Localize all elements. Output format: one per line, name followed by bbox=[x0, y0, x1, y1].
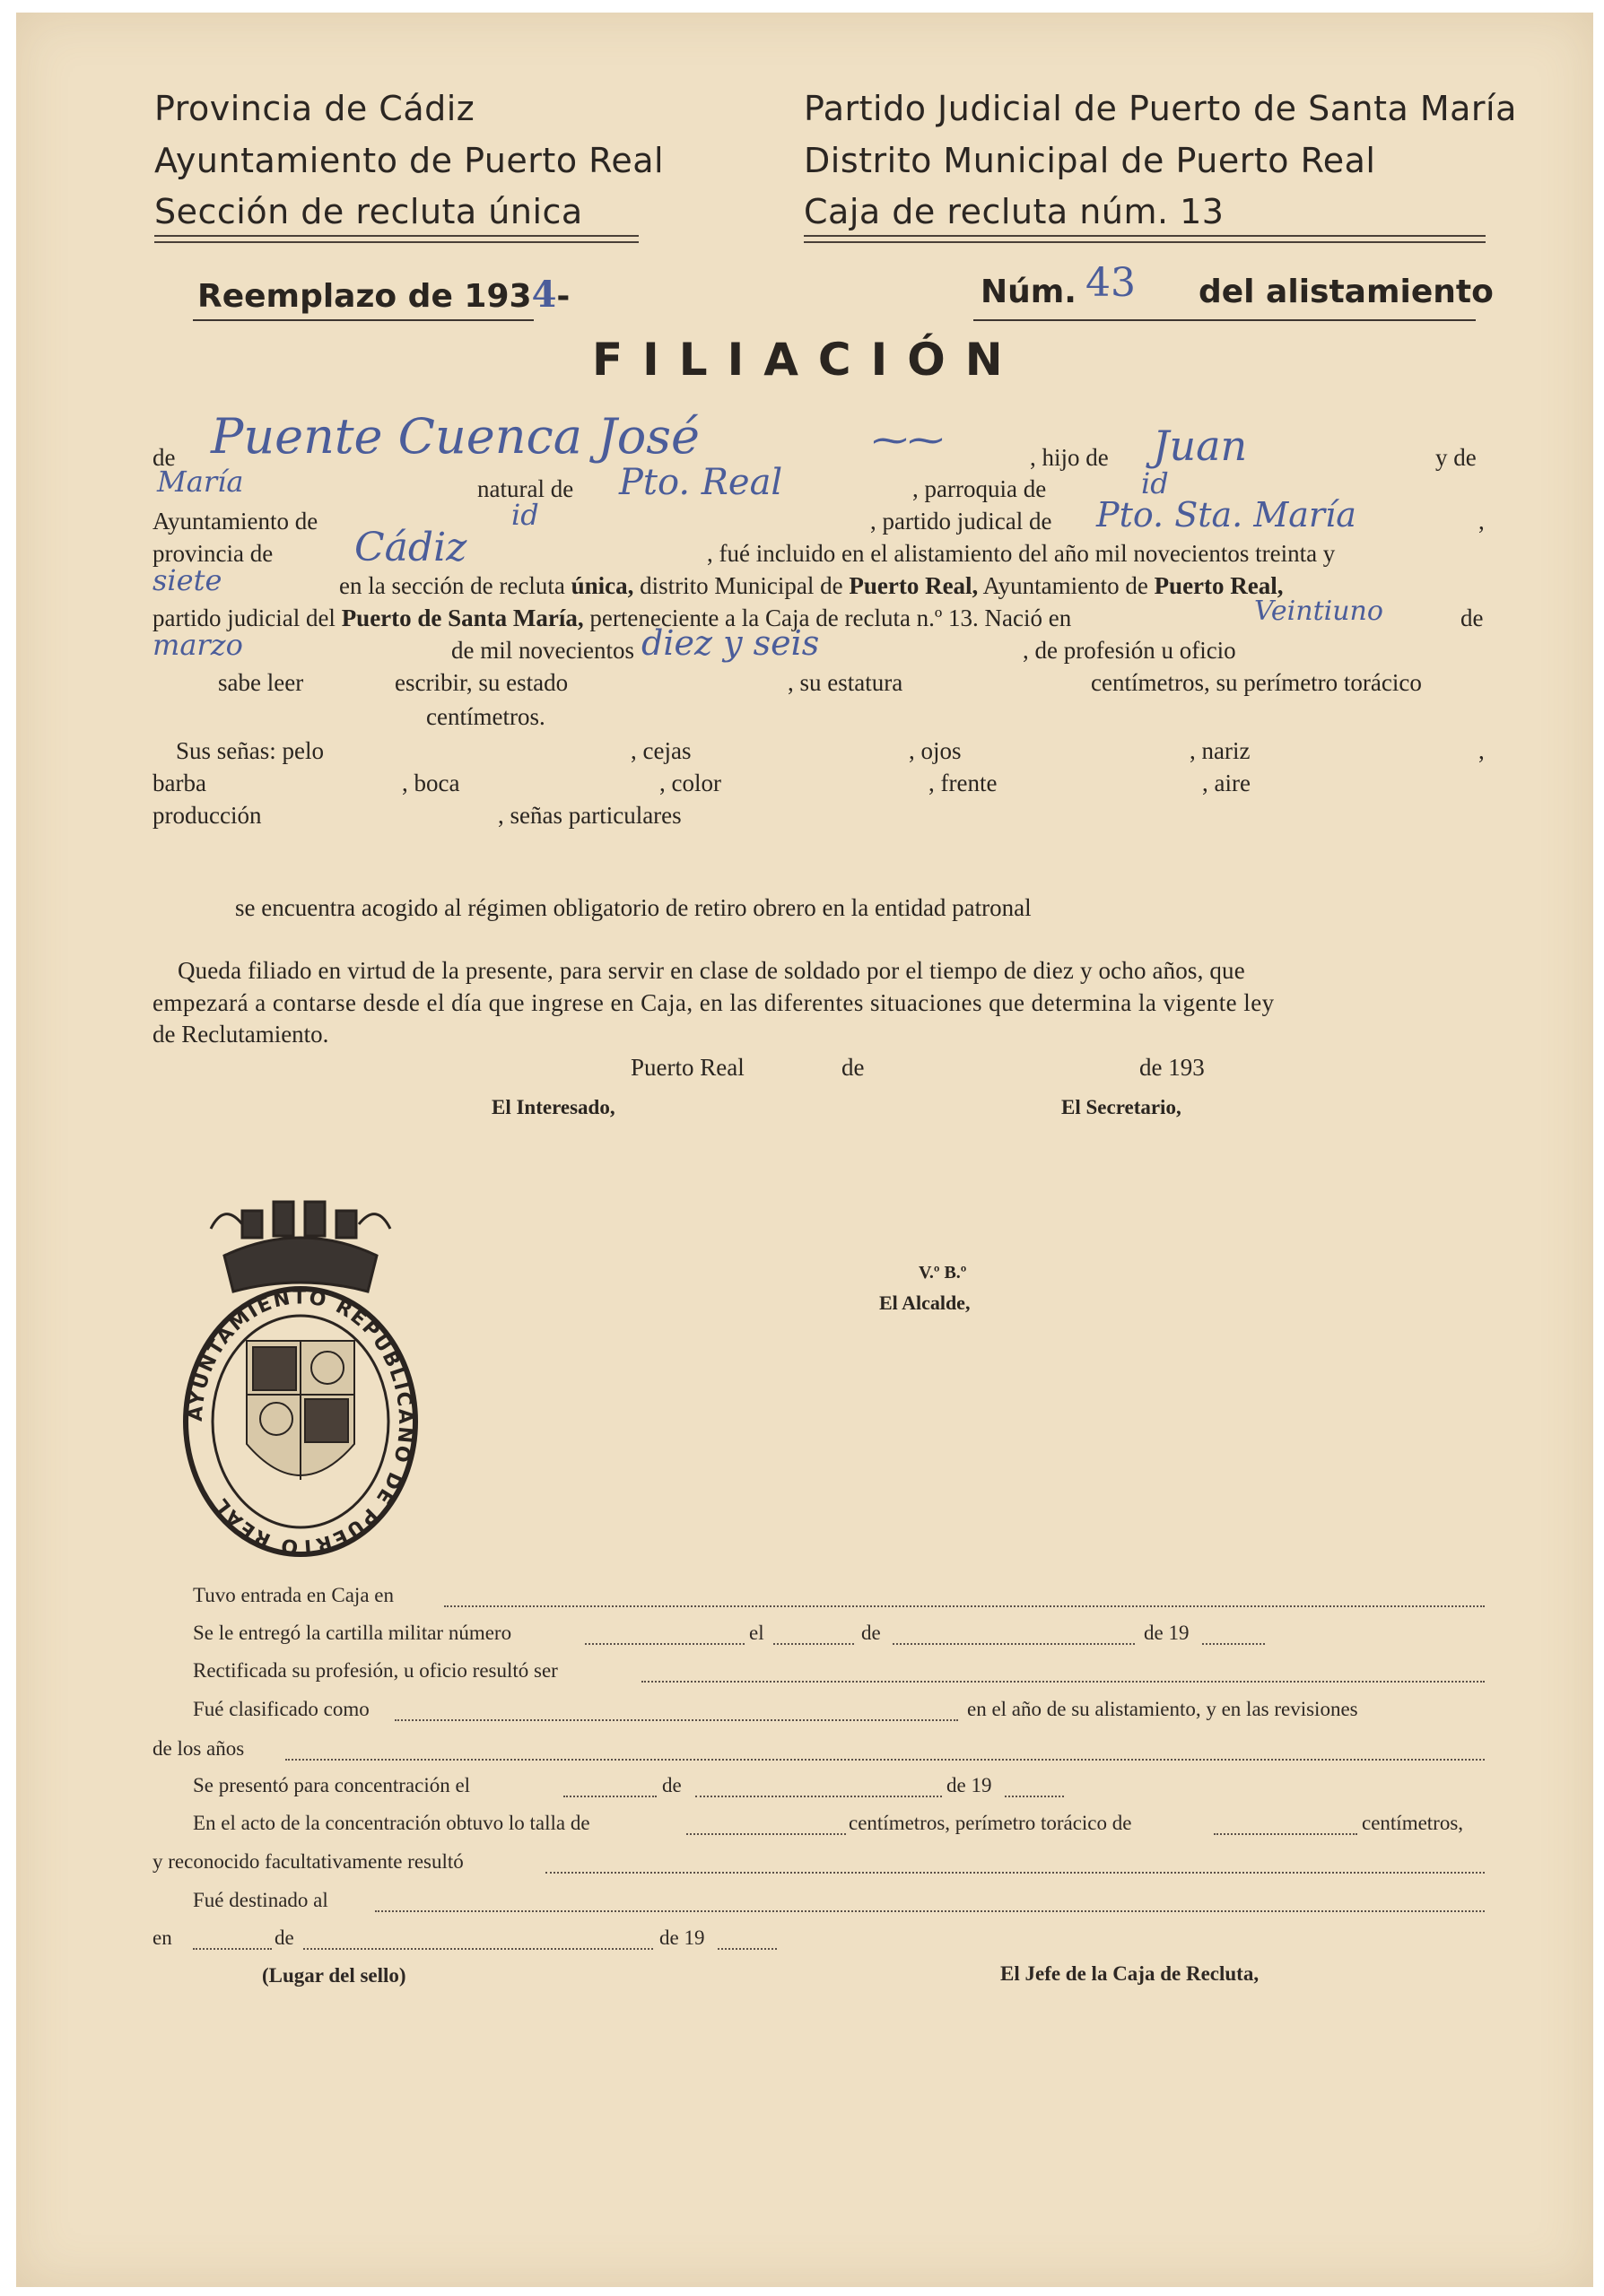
label-ayuntamiento-de: Ayuntamiento de bbox=[153, 508, 318, 535]
date-de: de bbox=[841, 1054, 865, 1081]
lower-line-10a: en bbox=[153, 1926, 172, 1949]
header-partido: Partido Judicial de Puerto de Santa María bbox=[804, 89, 1517, 128]
header-right-divider bbox=[804, 235, 1486, 243]
header-left-divider bbox=[154, 235, 639, 243]
field-destinado[interactable] bbox=[375, 1910, 1485, 1912]
text-queda-1: Queda filiado en virtud de la presente, para servir en clase de soldado por el tiempo de diez y ocho años, que bbox=[178, 957, 1245, 984]
provincia-hand: Cádiz bbox=[354, 525, 467, 570]
label-cejas: , cejas bbox=[631, 737, 692, 764]
reemplazo-underline bbox=[193, 319, 534, 321]
label-y-de: y de bbox=[1435, 444, 1477, 471]
lower-line-8: y reconocido facultativamente resultó bbox=[153, 1850, 464, 1873]
lower-line-10c: de 19 bbox=[659, 1926, 705, 1949]
crown-icon bbox=[211, 1202, 390, 1292]
lower-line-6a: Se presentó para concentración el bbox=[193, 1774, 471, 1796]
lower-line-1: Tuvo entrada en Caja en bbox=[193, 1584, 394, 1606]
field-profesion-rectificada[interactable] bbox=[641, 1681, 1485, 1683]
label-jefe-caja: El Jefe de la Caja de Recluta, bbox=[1000, 1962, 1260, 1985]
header-seccion: Sección de recluta única bbox=[154, 192, 583, 231]
comma-2: , bbox=[1478, 737, 1485, 764]
num-hand: 43 bbox=[1085, 260, 1136, 306]
label-boca: , boca bbox=[402, 770, 460, 796]
field-lugar-destino[interactable] bbox=[193, 1948, 272, 1950]
reemplazo-year-hand: 4 bbox=[531, 274, 557, 316]
header-distrito: Distrito Municipal de Puerto Real bbox=[804, 141, 1376, 180]
parroquia-hand: id bbox=[1141, 466, 1169, 500]
label-sabe-leer: sabe leer bbox=[218, 669, 304, 696]
natural-hand: Pto. Real bbox=[619, 462, 783, 503]
label-vb: V.º B.º bbox=[919, 1263, 967, 1283]
text-retiro: se encuentra acogido al régimen obligatorio de retiro obrero en la entidad patronal bbox=[235, 894, 1032, 921]
month-hand: marzo bbox=[153, 628, 243, 662]
field-reconocimiento[interactable] bbox=[545, 1872, 1485, 1874]
born-year-hand: diez y seis bbox=[641, 623, 820, 663]
label-secretario: El Secretario, bbox=[1061, 1096, 1181, 1118]
field-destino-year[interactable] bbox=[718, 1948, 777, 1950]
reemplazo-label: Reemplazo de 1934- bbox=[197, 274, 571, 316]
year-hand: siete bbox=[153, 563, 222, 597]
label-partido: , partido judical de bbox=[870, 508, 1052, 535]
field-entrada-caja[interactable] bbox=[444, 1605, 1485, 1607]
seal-text: AYUNTAMIENTO REPUBLICANO DE PUERTO REAL bbox=[184, 1286, 417, 1558]
lower-line-2a: Se le entregó la cartilla militar número bbox=[193, 1622, 512, 1644]
lower-line-7c: centímetros, bbox=[1362, 1812, 1464, 1834]
label-natural-de: natural de bbox=[477, 475, 574, 502]
header-caja: Caja de recluta núm. 13 bbox=[804, 192, 1225, 231]
lower-line-4b: en el año de su alistamiento, y en las revisiones bbox=[967, 1698, 1358, 1720]
label-senas-particulares: , señas particulares bbox=[498, 802, 682, 829]
date-de-193: de 193 bbox=[1139, 1054, 1205, 1081]
text-queda-3: de Reclutamiento. bbox=[153, 1021, 329, 1048]
field-cartilla-numero[interactable] bbox=[585, 1643, 745, 1645]
municipal-seal bbox=[170, 1184, 431, 1561]
label-de-mil: de mil novecientos bbox=[451, 637, 634, 664]
lower-line-2b: el bbox=[749, 1622, 764, 1644]
label-centimetros: centímetros, su perímetro torácico bbox=[1091, 669, 1422, 696]
comma-1: , bbox=[1478, 508, 1485, 535]
lower-line-6c: de 19 bbox=[946, 1774, 992, 1796]
header-province: Provincia de Cádiz bbox=[154, 89, 475, 128]
field-perimetro[interactable] bbox=[1214, 1833, 1357, 1835]
partido-hand: Pto. Sta. María bbox=[1096, 495, 1356, 535]
field-cartilla-mes[interactable] bbox=[893, 1643, 1135, 1645]
father-hand: Juan bbox=[1153, 422, 1248, 470]
label-barba: barba bbox=[153, 770, 206, 796]
field-talla[interactable] bbox=[686, 1833, 846, 1835]
field-cartilla-dia[interactable] bbox=[773, 1643, 854, 1645]
name-hand: Puente Cuenca José bbox=[211, 408, 700, 465]
field-clasificado[interactable] bbox=[395, 1719, 958, 1721]
born-day-hand: Veintiuno bbox=[1254, 596, 1383, 627]
lower-line-2c: de bbox=[861, 1622, 881, 1644]
label-nariz: , nariz bbox=[1190, 737, 1251, 764]
mother-hand: María bbox=[157, 465, 244, 499]
label-color: , color bbox=[659, 770, 721, 796]
label-hijo-de: , hijo de bbox=[1030, 444, 1109, 471]
field-concentracion-mes[interactable] bbox=[695, 1796, 942, 1797]
lower-line-9: Fué destinado al bbox=[193, 1889, 328, 1911]
field-concentracion-year[interactable] bbox=[1005, 1796, 1064, 1797]
label-aire: , aire bbox=[1202, 770, 1251, 796]
label-interesado: El Interesado, bbox=[492, 1096, 615, 1118]
label-senas-pelo: Sus señas: pelo bbox=[176, 737, 324, 764]
place-name: Puerto Real bbox=[631, 1054, 745, 1081]
page-title: FILIACIÓN bbox=[592, 334, 1023, 386]
alistamiento-label: del alistamiento bbox=[1199, 274, 1494, 310]
lower-line-5: de los años bbox=[153, 1737, 245, 1760]
header-ayuntamiento: Ayuntamiento de Puerto Real bbox=[154, 141, 665, 180]
label-de-tail: de bbox=[1460, 604, 1484, 631]
field-destino-mes[interactable] bbox=[303, 1948, 653, 1950]
num-label: Núm. bbox=[981, 274, 1077, 310]
label-incluido: , fué incluido en el alistamiento del año mil novecientos treinta y bbox=[707, 540, 1336, 567]
label-alcalde: El Alcalde, bbox=[879, 1292, 971, 1314]
line-seccion: en la sección de recluta única, distrito Municipal de Puerto Real, Ayuntamiento de Puerto Real, bbox=[339, 572, 1284, 599]
label-ojos: , ojos bbox=[909, 737, 962, 764]
ayuntamiento-hand: id bbox=[511, 498, 539, 532]
lower-line-10b: de bbox=[275, 1926, 294, 1949]
label-profesion: , de profesión u oficio bbox=[1023, 637, 1236, 664]
dash-hand: ⁓⁓ bbox=[872, 420, 944, 461]
text-queda-2: empezará a contarse desde el día que ingrese en Caja, en las diferentes situaciones que determina la vigente ley bbox=[153, 989, 1275, 1016]
label-provincia-de: provincia de bbox=[153, 540, 274, 567]
field-concentracion-dia[interactable] bbox=[563, 1796, 657, 1797]
label-de: de bbox=[153, 444, 176, 471]
lower-line-7b: centímetros, perímetro torácico de bbox=[849, 1812, 1132, 1834]
lower-line-4a: Fué clasificado como bbox=[193, 1698, 370, 1720]
lower-line-3: Rectificada su profesión, u oficio resultó ser bbox=[193, 1659, 558, 1682]
label-lugar-sello: (Lugar del sello) bbox=[262, 1964, 406, 1987]
field-revisiones[interactable] bbox=[285, 1759, 1485, 1761]
label-produccion: producción bbox=[153, 802, 262, 829]
line-partido-judicial: partido judicial del Puerto de Santa María, perteneciente a la Caja de recluta n.º 13. Nació en bbox=[153, 604, 1072, 631]
label-estatura: , su estatura bbox=[788, 669, 903, 696]
lower-line-6b: de bbox=[662, 1774, 682, 1796]
label-escribir: escribir, su estado bbox=[395, 669, 569, 696]
label-parroquia: , parroquia de bbox=[912, 475, 1047, 502]
label-frente: , frente bbox=[928, 770, 998, 796]
coat-of-arms-icon bbox=[247, 1341, 354, 1480]
lower-line-7a: En el acto de la concentración obtuvo lo talla de bbox=[193, 1812, 590, 1834]
num-underline bbox=[973, 319, 1476, 321]
lower-line-2d: de 19 bbox=[1144, 1622, 1190, 1644]
field-cartilla-year[interactable] bbox=[1202, 1643, 1265, 1645]
label-centimetros-2: centímetros. bbox=[426, 703, 545, 730]
